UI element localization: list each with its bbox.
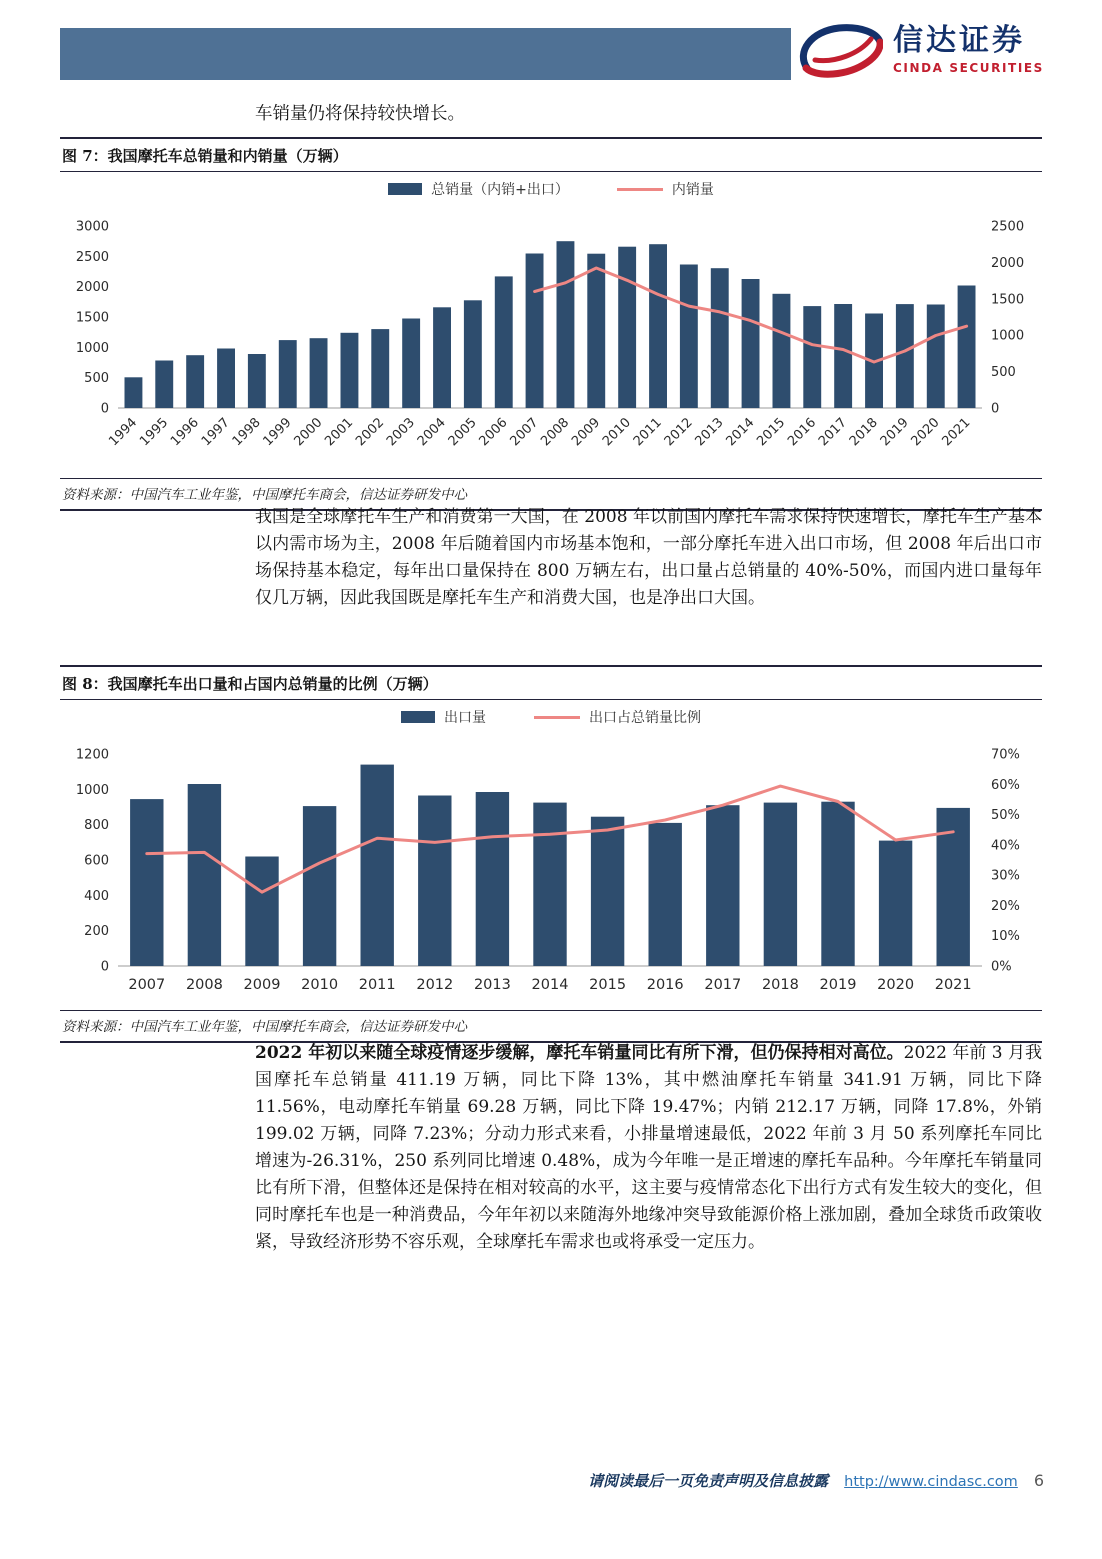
figure7-title: 图 7：我国摩托车总销量和内销量（万辆）: [60, 137, 1042, 172]
bar: [533, 803, 566, 966]
bar: [310, 338, 328, 408]
company-name-block: [893, 22, 1044, 75]
x-axis-label: 1994: [106, 415, 141, 450]
legend-label: 出口占总销量比例: [589, 710, 701, 726]
bar: [245, 857, 278, 967]
right-axis-tick-label: 1000: [991, 328, 1025, 344]
bar: [803, 306, 821, 408]
x-axis-label: 2014: [531, 977, 569, 993]
x-axis-label: 2014: [723, 415, 758, 450]
bar: [680, 265, 698, 409]
bar: [402, 319, 420, 409]
figure8-chart: [60, 700, 1042, 1011]
left-axis-tick-label: 3000: [75, 219, 109, 235]
x-axis-label: 2021: [939, 415, 974, 450]
page-footer: [588, 1470, 1044, 1491]
x-axis-label: 2007: [507, 415, 542, 450]
intro-text: 车销量仍将保持较快增长。: [255, 104, 465, 124]
legend-label: 内销量: [671, 182, 714, 198]
bar: [879, 841, 912, 966]
footer-url-link[interactable]: http://www.cindasc.com: [844, 1474, 1018, 1490]
bar: [418, 796, 451, 967]
bar: [958, 286, 976, 409]
bar: [495, 276, 513, 408]
bar: [587, 254, 605, 408]
paragraph-2: [255, 1040, 1042, 1256]
x-axis-label: 2017: [815, 415, 850, 450]
x-axis-label: 2016: [785, 415, 820, 450]
x-axis-label: 2020: [908, 415, 943, 450]
paragraph-1: 我国是全球摩托车生产和消费第一大国，在 2008 年以前国内摩托车需求保持快速增长，摩托车生产基本以内需市场为主，2008 年后随着国内市场基本饱和，一部分摩托车进入出口市场，但 2008 年后出口市场保持基本稳定，每年出口量保持在 800 万辆左右，出口量占总销量的 40%-50%，而国内进口量每年仅几万辆，因此我国既是摩托车生产和消费大国，也是净出口大国。: [255, 507, 1042, 608]
x-axis-label: 2009: [243, 977, 281, 993]
x-axis-label: 2020: [877, 977, 915, 993]
right-axis-tick-label: 0%: [991, 959, 1012, 975]
company-name-cn: 信达证券: [893, 22, 1025, 58]
page-number: 6: [1033, 1471, 1044, 1490]
x-axis-label: 2001: [322, 415, 357, 450]
legend-item: [401, 707, 486, 727]
paragraph-2-rest: 2022 年前 3 月我国摩托车总销量 411.19 万辆，同比下降 13%，其中燃油摩托车销量 341.91 万辆，同比下降 11.56%，电动摩托车销量 69.28 万辆，同比下降 19.47%；内销 212.17 万辆，同降 17.8%，外销 199.02 万辆，同降 7.23%；分动力形式来看，小排量增速最低，2022 年前 3 月 50 系列摩托车同比增速为-26.31%，250 系列同比增速 0.48%，成为今年唯一是正增速的摩托车品种。今年摩托车销量同比有所下滑，但整体还是保持在相对较高的水平，这主要与疫情常态化下出行方式有发生较大的变化，但同时摩托车也是一种消费品，今年年初以来随海外地缘冲突导致能源价格上涨加剧，叠加全球货币政策收紧，导致经济形势不容乐观，全球摩托车需求也或将承受一定压力。: [255, 1043, 1042, 1252]
x-axis-label: 2011: [630, 415, 665, 450]
x-axis-label: 2013: [692, 415, 727, 450]
x-axis-label: 2015: [754, 415, 789, 450]
x-axis-label: 2011: [358, 977, 396, 993]
x-axis-label: 2018: [761, 977, 799, 993]
left-axis-tick-label: 200: [84, 924, 109, 940]
bar: [248, 354, 266, 408]
x-axis-label: 1995: [137, 415, 172, 450]
left-axis-tick-label: 0: [100, 959, 109, 975]
company-logo: [793, 22, 1044, 78]
legend-bar-swatch: [388, 183, 422, 195]
x-axis-label: 2012: [416, 977, 454, 993]
right-axis-tick-label: 60%: [991, 777, 1020, 793]
bar: [649, 823, 682, 966]
bar: [618, 247, 636, 408]
bar: [526, 254, 544, 409]
figure7-section: [60, 137, 1042, 511]
bar: [371, 329, 389, 408]
x-axis-label: 2009: [569, 415, 604, 450]
bar: [188, 784, 221, 966]
chart-legend: [60, 172, 1042, 206]
footer-disclaimer: 请阅读最后一页免责声明及信息披露: [588, 1472, 829, 1490]
x-axis-label: 2015: [589, 977, 627, 993]
bar: [464, 300, 482, 408]
bar: [155, 361, 173, 409]
company-name-en: CINDA SECURITIES: [893, 60, 1044, 75]
left-axis-tick-label: 1200: [75, 747, 109, 763]
right-axis-tick-label: 50%: [991, 808, 1020, 824]
legend-label: 出口量: [444, 710, 486, 726]
right-axis-tick-label: 20%: [991, 898, 1020, 914]
bar: [711, 268, 729, 408]
x-axis-label: 1997: [198, 415, 233, 450]
bar: [361, 765, 394, 966]
x-axis-label: 2002: [353, 415, 388, 450]
x-axis-label: 2007: [128, 977, 166, 993]
bar: [834, 304, 852, 408]
right-axis-tick-label: 10%: [991, 929, 1020, 945]
left-axis-tick-label: 1000: [75, 340, 109, 356]
bar: [896, 304, 914, 408]
x-axis-label: 2021: [934, 977, 972, 993]
bar: [476, 792, 509, 966]
bar: [217, 349, 235, 409]
bar: [773, 294, 791, 408]
x-axis-label: 2019: [877, 415, 912, 450]
x-axis-label: 1996: [167, 415, 202, 450]
figure8-section: [60, 665, 1042, 1043]
right-axis-tick-label: 1500: [991, 292, 1025, 308]
x-axis-label: 2016: [646, 977, 684, 993]
bar: [649, 244, 667, 408]
left-axis-tick-label: 1000: [75, 782, 109, 798]
left-axis-tick-label: 500: [84, 371, 109, 387]
right-axis-tick-label: 40%: [991, 838, 1020, 854]
x-axis-label: 2010: [301, 977, 339, 993]
bar: [303, 806, 336, 966]
right-axis-tick-label: 0: [991, 401, 1000, 417]
x-axis-label: 2000: [291, 415, 326, 450]
left-axis-tick-label: 600: [84, 853, 109, 869]
logo-swoosh-icon: [793, 22, 883, 78]
right-axis-tick-label: 30%: [991, 868, 1020, 884]
legend-bar-swatch: [401, 711, 435, 723]
legend-label: 总销量（内销+出口）: [431, 182, 569, 198]
figure8-title: 图 8：我国摩托车出口量和占国内总销量的比例（万辆）: [60, 665, 1042, 700]
x-axis-label: 2019: [819, 977, 857, 993]
bar: [927, 305, 945, 409]
chart-legend: [60, 700, 1042, 734]
legend-line-swatch: [617, 188, 663, 191]
right-axis-tick-label: 500: [991, 365, 1016, 381]
left-axis-tick-label: 400: [84, 888, 109, 904]
legend-item: [388, 179, 569, 199]
left-axis-tick-label: 2000: [75, 280, 109, 296]
figure7-chart: [60, 172, 1042, 479]
x-axis-label: 2008: [185, 977, 223, 993]
left-axis-tick-label: 800: [84, 818, 109, 834]
x-axis-label: 2008: [538, 415, 573, 450]
bar: [557, 241, 575, 408]
x-axis-label: 2003: [383, 415, 418, 450]
left-axis-tick-label: 0: [100, 401, 109, 417]
left-axis-tick-label: 1500: [75, 310, 109, 326]
right-axis-tick-label: 70%: [991, 747, 1020, 763]
header-band: [60, 28, 791, 80]
x-axis-label: 2018: [846, 415, 881, 450]
figure7-source: 资料来源：中国汽车工业年鉴，中国摩托车商会，信达证券研发中心: [60, 479, 1042, 511]
chart-svg: [60, 734, 1040, 1006]
bar: [186, 355, 204, 408]
x-axis-label: 2006: [476, 415, 511, 450]
bar: [130, 799, 163, 966]
bar: [125, 377, 143, 408]
bar: [764, 803, 797, 966]
bar: [341, 333, 359, 408]
x-axis-label: 2017: [704, 977, 742, 993]
legend-line-swatch: [534, 716, 580, 719]
bar: [706, 805, 739, 966]
legend-item: [534, 707, 701, 727]
bar: [279, 340, 297, 408]
x-axis-label: 1998: [229, 415, 264, 450]
left-axis-tick-label: 2500: [75, 249, 109, 265]
bar: [591, 817, 624, 966]
bar: [821, 802, 854, 966]
bar: [742, 279, 760, 408]
right-axis-tick-label: 2500: [991, 219, 1025, 235]
x-axis-label: 2005: [445, 415, 480, 450]
bar: [433, 307, 451, 408]
x-axis-label: 2013: [473, 977, 511, 993]
x-axis-label: 2010: [599, 415, 634, 450]
x-axis-label: 2004: [414, 415, 449, 450]
x-axis-label: 2012: [661, 415, 696, 450]
chart-svg: [60, 206, 1040, 474]
figure8-source: 资料来源：中国汽车工业年鉴，中国摩托车商会，信达证券研发中心: [60, 1011, 1042, 1043]
x-axis-label: 1999: [260, 415, 295, 450]
paragraph-2-bold: 2022 年初以来随全球疫情逐步缓解，摩托车销量同比有所下滑，但仍保持相对高位。: [255, 1043, 904, 1063]
right-axis-tick-label: 2000: [991, 255, 1025, 271]
legend-item: [617, 179, 714, 199]
